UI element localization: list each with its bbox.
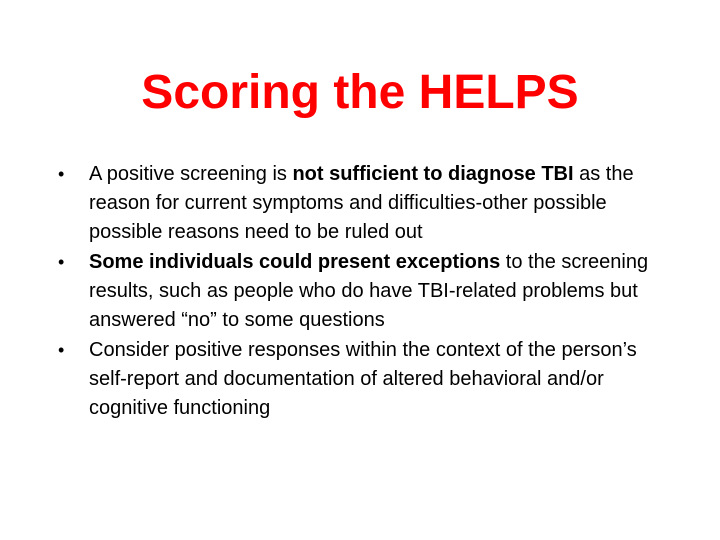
bullet-icon: • [58,164,65,184]
bullet-list [55,160,675,424]
bullet-1-text-a: A positive screening is [89,163,293,185]
bullet-2-text-bold: Some individuals could present exceptions [89,251,501,273]
bullet-item-1 [55,160,675,247]
bullet-item-2 [55,248,675,335]
slide-title: Scoring the HELPS [141,66,579,119]
bullet-2-text-a: to the screening results, such as people who do have TBI-related problems but answered “no” to some questions [89,251,649,331]
bullet-icon: • [58,252,65,272]
bullet-icon: • [58,340,65,360]
bullet-1-text-b: as the reason for current symptoms and difficulties-other possible possible reasons need to be ruled out [89,163,634,243]
bullet-1-text-bold: not sufficient to diagnose TBI [292,163,574,185]
bullet-3-text: Consider positive responses within the context of the person’s self-report and documentation of altered behavioral and/or cognitive functioning [89,339,637,419]
bullet-item-3 [55,336,675,423]
